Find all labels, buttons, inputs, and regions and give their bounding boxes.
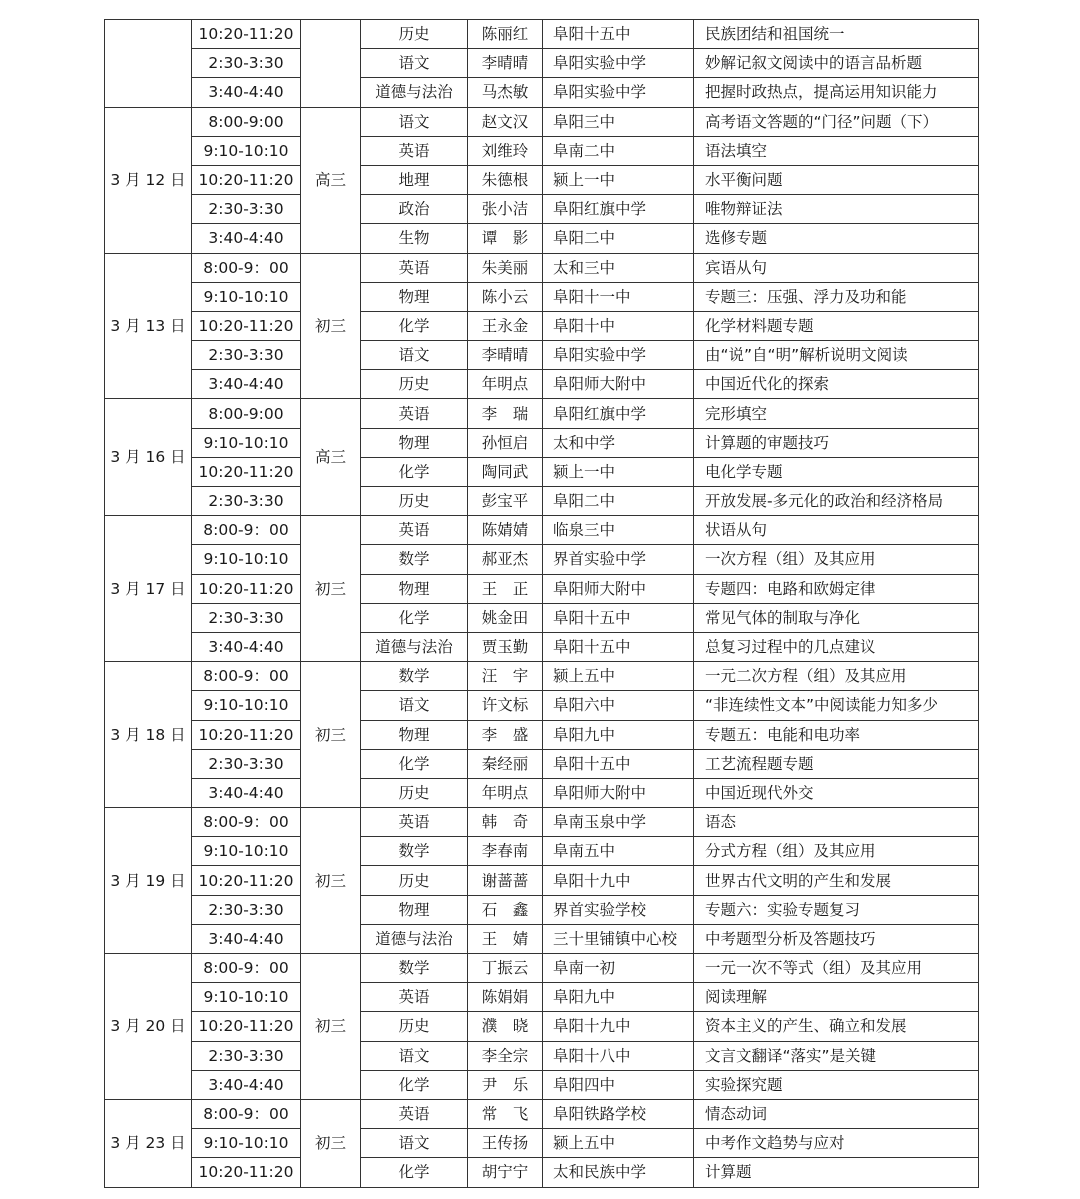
table-row: [105, 837, 979, 866]
teacher-cell: 许文标: [468, 691, 543, 720]
grade-cell: 初三: [301, 1099, 361, 1187]
time-cell: 2:30-3:30: [192, 195, 301, 224]
date-cell: 3 月 13 日: [105, 253, 192, 399]
table-row: [105, 20, 979, 49]
table-row: [105, 808, 979, 837]
subject-cell: 语文: [361, 691, 468, 720]
time-cell: 10:20-11:20: [192, 1012, 301, 1041]
time-cell: 2:30-3:30: [192, 603, 301, 632]
subject-cell: 英语: [361, 1099, 468, 1128]
time-cell: 10:20-11:20: [192, 866, 301, 895]
topic-cell: 总复习过程中的几点建议: [694, 632, 979, 661]
school-cell: 阜阳铁路学校: [543, 1099, 694, 1128]
topic-cell: 工艺流程题专题: [694, 749, 979, 778]
subject-cell: 物理: [361, 428, 468, 457]
grade-cell: 初三: [301, 954, 361, 1100]
table-row: [105, 311, 979, 340]
school-cell: 颍上一中: [543, 165, 694, 194]
subject-cell: 英语: [361, 136, 468, 165]
time-cell: 10:20-11:20: [192, 311, 301, 340]
teacher-cell: 尹 乐: [468, 1070, 543, 1099]
subject-cell: 英语: [361, 516, 468, 545]
topic-cell: 语态: [694, 808, 979, 837]
teacher-cell: 王 正: [468, 574, 543, 603]
table-row: [105, 691, 979, 720]
teacher-cell: 谭 影: [468, 224, 543, 253]
date-cell: 3 月 23 日: [105, 1099, 192, 1187]
time-cell: 9:10-10:10: [192, 282, 301, 311]
teacher-cell: 李春南: [468, 837, 543, 866]
subject-cell: 英语: [361, 808, 468, 837]
table-row: [105, 428, 979, 457]
time-cell: 8:00-9:00: [192, 107, 301, 136]
date-cell: 3 月 17 日: [105, 516, 192, 662]
table-row: [105, 136, 979, 165]
school-cell: 阜阳二中: [543, 487, 694, 516]
subject-cell: 英语: [361, 399, 468, 428]
teacher-cell: 朱德根: [468, 165, 543, 194]
school-cell: 阜阳九中: [543, 720, 694, 749]
school-cell: 阜阳红旗中学: [543, 195, 694, 224]
table-row: [105, 224, 979, 253]
topic-cell: 情态动词: [694, 1099, 979, 1128]
date-cell: 3 月 12 日: [105, 107, 192, 253]
school-cell: 阜阳十五中: [543, 632, 694, 661]
table-row: [105, 895, 979, 924]
time-cell: 3:40-4:40: [192, 224, 301, 253]
table-row: [105, 1158, 979, 1187]
school-cell: 阜阳实验中学: [543, 78, 694, 107]
table-row: [105, 866, 979, 895]
topic-cell: 阅读理解: [694, 983, 979, 1012]
topic-cell: 计算题的审题技巧: [694, 428, 979, 457]
topic-cell: 中考作文趋势与应对: [694, 1129, 979, 1158]
date-cell: 3 月 16 日: [105, 399, 192, 516]
teacher-cell: 年明点: [468, 370, 543, 399]
school-cell: 颍上五中: [543, 662, 694, 691]
topic-cell: 一次方程（组）及其应用: [694, 545, 979, 574]
topic-cell: 选修专题: [694, 224, 979, 253]
time-cell: 10:20-11:20: [192, 574, 301, 603]
date-cell: 3 月 20 日: [105, 954, 192, 1100]
school-cell: 阜阳十八中: [543, 1041, 694, 1070]
topic-cell: 由“说”自“明”解析说明文阅读: [694, 341, 979, 370]
table-row: [105, 282, 979, 311]
topic-cell: 水平衡问题: [694, 165, 979, 194]
teacher-cell: 年明点: [468, 778, 543, 807]
subject-cell: 语文: [361, 341, 468, 370]
time-cell: 2:30-3:30: [192, 487, 301, 516]
grade-cell: 初三: [301, 662, 361, 808]
teacher-cell: 陈婧婧: [468, 516, 543, 545]
subject-cell: 历史: [361, 866, 468, 895]
subject-cell: 语文: [361, 1129, 468, 1158]
subject-cell: 数学: [361, 545, 468, 574]
teacher-cell: 王传扬: [468, 1129, 543, 1158]
teacher-cell: 濮 晓: [468, 1012, 543, 1041]
topic-cell: 中国近代化的探索: [694, 370, 979, 399]
school-cell: 阜阳二中: [543, 224, 694, 253]
subject-cell: 道德与法治: [361, 78, 468, 107]
teacher-cell: 陈丽红: [468, 20, 543, 49]
table-row: [105, 457, 979, 486]
topic-cell: “非连续性文本”中阅读能力知多少: [694, 691, 979, 720]
teacher-cell: 秦经丽: [468, 749, 543, 778]
date-cell: 3 月 18 日: [105, 662, 192, 808]
school-cell: 阜阳十五中: [543, 749, 694, 778]
time-cell: 10:20-11:20: [192, 165, 301, 194]
teacher-cell: 汪 宇: [468, 662, 543, 691]
table-row: [105, 983, 979, 1012]
school-cell: 阜阳十一中: [543, 282, 694, 311]
table-row: [105, 1070, 979, 1099]
topic-cell: 计算题: [694, 1158, 979, 1187]
date-cell: [105, 20, 192, 108]
school-cell: 阜阳四中: [543, 1070, 694, 1099]
table-row: [105, 165, 979, 194]
table-row: [105, 924, 979, 953]
topic-cell: 宾语从句: [694, 253, 979, 282]
teacher-cell: 李晴晴: [468, 49, 543, 78]
subject-cell: 数学: [361, 954, 468, 983]
school-cell: 阜南一初: [543, 954, 694, 983]
subject-cell: 化学: [361, 749, 468, 778]
subject-cell: 物理: [361, 282, 468, 311]
subject-cell: 历史: [361, 778, 468, 807]
school-cell: 阜阳红旗中学: [543, 399, 694, 428]
time-cell: 10:20-11:20: [192, 20, 301, 49]
time-cell: 8:00-9：00: [192, 954, 301, 983]
time-cell: 8:00-9:00: [192, 399, 301, 428]
teacher-cell: 马杰敏: [468, 78, 543, 107]
school-cell: 阜阳师大附中: [543, 370, 694, 399]
subject-cell: 历史: [361, 20, 468, 49]
teacher-cell: 胡宁宁: [468, 1158, 543, 1187]
subject-cell: 英语: [361, 253, 468, 282]
school-cell: 阜阳实验中学: [543, 49, 694, 78]
school-cell: 界首实验中学: [543, 545, 694, 574]
subject-cell: 地理: [361, 165, 468, 194]
time-cell: 8:00-9：00: [192, 516, 301, 545]
time-cell: 3:40-4:40: [192, 370, 301, 399]
teacher-cell: 姚金田: [468, 603, 543, 632]
school-cell: 临泉三中: [543, 516, 694, 545]
time-cell: 2:30-3:30: [192, 895, 301, 924]
school-cell: 阜阳十五中: [543, 603, 694, 632]
subject-cell: 历史: [361, 1012, 468, 1041]
table-row: [105, 399, 979, 428]
teacher-cell: 韩 奇: [468, 808, 543, 837]
table-row: [105, 516, 979, 545]
topic-cell: 专题六：实验专题复习: [694, 895, 979, 924]
table-row: [105, 720, 979, 749]
time-cell: 9:10-10:10: [192, 428, 301, 457]
time-cell: 3:40-4:40: [192, 1070, 301, 1099]
teacher-cell: 李全宗: [468, 1041, 543, 1070]
schedule-table: [104, 19, 979, 1188]
topic-cell: 把握时政热点，提高运用知识能力: [694, 78, 979, 107]
teacher-cell: 张小洁: [468, 195, 543, 224]
school-cell: 阜阳十九中: [543, 866, 694, 895]
teacher-cell: 孙恒启: [468, 428, 543, 457]
topic-cell: 常见气体的制取与净化: [694, 603, 979, 632]
time-cell: 3:40-4:40: [192, 632, 301, 661]
school-cell: 阜南五中: [543, 837, 694, 866]
teacher-cell: 谢蔷蔷: [468, 866, 543, 895]
subject-cell: 数学: [361, 837, 468, 866]
topic-cell: 电化学专题: [694, 457, 979, 486]
topic-cell: 状语从句: [694, 516, 979, 545]
time-cell: 2:30-3:30: [192, 341, 301, 370]
grade-cell: 初三: [301, 808, 361, 954]
subject-cell: 数学: [361, 662, 468, 691]
topic-cell: 唯物辩证法: [694, 195, 979, 224]
time-cell: 9:10-10:10: [192, 837, 301, 866]
topic-cell: 妙解记叙文阅读中的语言品析题: [694, 49, 979, 78]
subject-cell: 道德与法治: [361, 632, 468, 661]
teacher-cell: 陶同武: [468, 457, 543, 486]
topic-cell: 实验探究题: [694, 1070, 979, 1099]
table-row: [105, 487, 979, 516]
teacher-cell: 石 鑫: [468, 895, 543, 924]
subject-cell: 语文: [361, 107, 468, 136]
school-cell: 阜南玉泉中学: [543, 808, 694, 837]
subject-cell: 化学: [361, 603, 468, 632]
table-row: [105, 545, 979, 574]
topic-cell: 语法填空: [694, 136, 979, 165]
topic-cell: 开放发展-多元化的政治和经济格局: [694, 487, 979, 516]
time-cell: 9:10-10:10: [192, 1129, 301, 1158]
grade-cell: 高三: [301, 107, 361, 253]
subject-cell: 道德与法治: [361, 924, 468, 953]
teacher-cell: 陈娟娟: [468, 983, 543, 1012]
table-row: [105, 749, 979, 778]
table-row: [105, 49, 979, 78]
school-cell: 太和民族中学: [543, 1158, 694, 1187]
table-row: [105, 574, 979, 603]
time-cell: 3:40-4:40: [192, 778, 301, 807]
time-cell: 8:00-9：00: [192, 1099, 301, 1128]
topic-cell: 世界古代文明的产生和发展: [694, 866, 979, 895]
time-cell: 2:30-3:30: [192, 1041, 301, 1070]
teacher-cell: 丁振云: [468, 954, 543, 983]
teacher-cell: 陈小云: [468, 282, 543, 311]
date-cell: 3 月 19 日: [105, 808, 192, 954]
subject-cell: 政治: [361, 195, 468, 224]
table-row: [105, 370, 979, 399]
school-cell: 阜阳师大附中: [543, 574, 694, 603]
subject-cell: 物理: [361, 574, 468, 603]
teacher-cell: 贾玉勤: [468, 632, 543, 661]
topic-cell: 中国近现代外交: [694, 778, 979, 807]
table-row: [105, 603, 979, 632]
table-row: [105, 1012, 979, 1041]
grade-cell: 初三: [301, 516, 361, 662]
subject-cell: 语文: [361, 1041, 468, 1070]
time-cell: 8:00-9：00: [192, 808, 301, 837]
table-row: [105, 632, 979, 661]
topic-cell: 分式方程（组）及其应用: [694, 837, 979, 866]
time-cell: 9:10-10:10: [192, 136, 301, 165]
subject-cell: 语文: [361, 49, 468, 78]
school-cell: 阜阳师大附中: [543, 778, 694, 807]
teacher-cell: 郝亚杰: [468, 545, 543, 574]
teacher-cell: 李 盛: [468, 720, 543, 749]
teacher-cell: 刘维玲: [468, 136, 543, 165]
topic-cell: 高考语文答题的“门径”问题（下）: [694, 107, 979, 136]
teacher-cell: 王永金: [468, 311, 543, 340]
topic-cell: 资本主义的产生、确立和发展: [694, 1012, 979, 1041]
subject-cell: 化学: [361, 311, 468, 340]
topic-cell: 中考题型分析及答题技巧: [694, 924, 979, 953]
time-cell: 10:20-11:20: [192, 720, 301, 749]
teacher-cell: 赵文汉: [468, 107, 543, 136]
topic-cell: 完形填空: [694, 399, 979, 428]
table-row: [105, 1129, 979, 1158]
time-cell: 3:40-4:40: [192, 924, 301, 953]
teacher-cell: 李晴晴: [468, 341, 543, 370]
time-cell: 3:40-4:40: [192, 78, 301, 107]
school-cell: 阜南二中: [543, 136, 694, 165]
school-cell: 颍上五中: [543, 1129, 694, 1158]
teacher-cell: 常 飞: [468, 1099, 543, 1128]
school-cell: 阜阳实验中学: [543, 341, 694, 370]
grade-cell: 初三: [301, 253, 361, 399]
school-cell: 阜阳十五中: [543, 20, 694, 49]
school-cell: 太和三中: [543, 253, 694, 282]
school-cell: 界首实验学校: [543, 895, 694, 924]
time-cell: 9:10-10:10: [192, 691, 301, 720]
topic-cell: 一元二次方程（组）及其应用: [694, 662, 979, 691]
table-row: [105, 78, 979, 107]
school-cell: 阜阳三中: [543, 107, 694, 136]
grade-cell: 高三: [301, 399, 361, 516]
time-cell: 9:10-10:10: [192, 545, 301, 574]
time-cell: 8:00-9：00: [192, 253, 301, 282]
time-cell: 10:20-11:20: [192, 1158, 301, 1187]
school-cell: 阜阳十中: [543, 311, 694, 340]
table-row: [105, 954, 979, 983]
subject-cell: 化学: [361, 1158, 468, 1187]
table-row: [105, 107, 979, 136]
subject-cell: 历史: [361, 370, 468, 399]
school-cell: 颍上一中: [543, 457, 694, 486]
subject-cell: 物理: [361, 895, 468, 924]
subject-cell: 化学: [361, 457, 468, 486]
school-cell: 三十里铺镇中心校: [543, 924, 694, 953]
topic-cell: 专题四：电路和欧姆定律: [694, 574, 979, 603]
school-cell: 阜阳六中: [543, 691, 694, 720]
table-row: [105, 662, 979, 691]
teacher-cell: 王 婧: [468, 924, 543, 953]
topic-cell: 一元一次不等式（组）及其应用: [694, 954, 979, 983]
topic-cell: 化学材料题专题: [694, 311, 979, 340]
subject-cell: 物理: [361, 720, 468, 749]
time-cell: 2:30-3:30: [192, 49, 301, 78]
grade-cell: [301, 20, 361, 108]
table-row: [105, 778, 979, 807]
time-cell: 8:00-9：00: [192, 662, 301, 691]
table-row: [105, 195, 979, 224]
table-row: [105, 1041, 979, 1070]
time-cell: 2:30-3:30: [192, 749, 301, 778]
teacher-cell: 朱美丽: [468, 253, 543, 282]
teacher-cell: 李 瑞: [468, 399, 543, 428]
topic-cell: 专题五：电能和电功率: [694, 720, 979, 749]
school-cell: 阜阳十九中: [543, 1012, 694, 1041]
subject-cell: 生物: [361, 224, 468, 253]
topic-cell: 专题三：压强、浮力及功和能: [694, 282, 979, 311]
time-cell: 10:20-11:20: [192, 457, 301, 486]
table-row: [105, 341, 979, 370]
table-row: [105, 1099, 979, 1128]
time-cell: 9:10-10:10: [192, 983, 301, 1012]
school-cell: 阜阳九中: [543, 983, 694, 1012]
school-cell: 太和中学: [543, 428, 694, 457]
topic-cell: 文言文翻译“落实”是关键: [694, 1041, 979, 1070]
teacher-cell: 彭宝平: [468, 487, 543, 516]
subject-cell: 化学: [361, 1070, 468, 1099]
table-row: [105, 253, 979, 282]
topic-cell: 民族团结和祖国统一: [694, 20, 979, 49]
subject-cell: 英语: [361, 983, 468, 1012]
subject-cell: 历史: [361, 487, 468, 516]
